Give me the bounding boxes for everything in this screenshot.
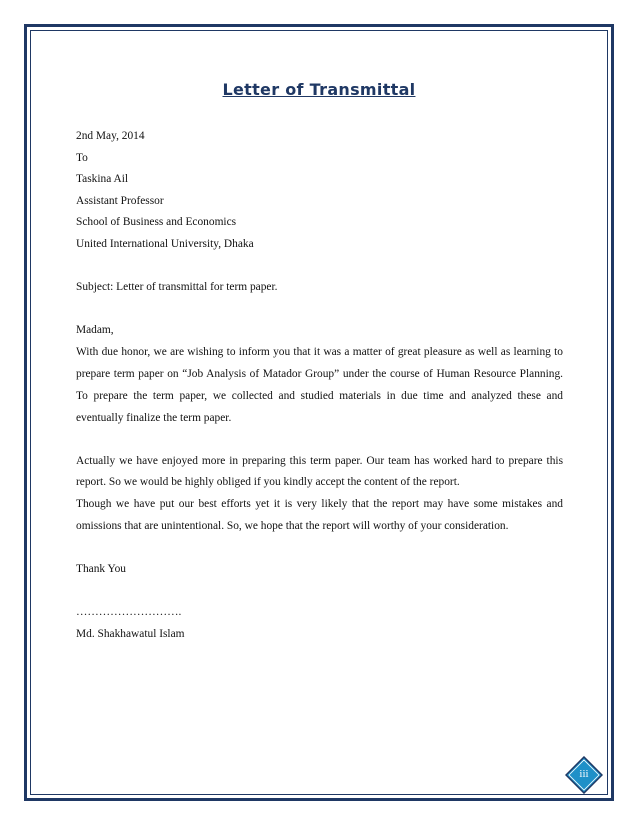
letter-title: Letter of Transmittal (222, 80, 416, 99)
recipient-designation: Assistant Professor (76, 194, 164, 207)
signature-line: ………………………. (76, 606, 182, 619)
paragraph-2-part-1: Actually we have enjoyed more in preparing this term paper. Our team has worked hard to prepare this report. So we would be highly obliged if you kindly accept the content of the report. (76, 454, 563, 489)
recipient-name: Taskina Ail (76, 173, 129, 186)
letter-closing: Thank You (76, 563, 126, 576)
paragraph-1: With due honor, we are wishing to inform you that it was a matter of great pleasure as well as learning to prepare term paper on “Job Analysis of Matador Group” under the course of Human Resource Planning. To prepare the term paper, we collected and studied materials in due time and analyzed these and eventually finalize the term paper. (76, 345, 563, 424)
recipient-school: School of Business and Economics (76, 216, 237, 229)
letter-to: To (76, 151, 88, 164)
signatory-name: Md. Shakhawatul Islam (76, 627, 185, 640)
paragraph-2-part-2: Though we have put our best efforts yet it is very likely that the report may have some mistakes and omissions that are unintentional. So, we hope that the report will worthy of your consideration. (76, 498, 563, 533)
letter-subject: Subject: Letter of transmittal for term paper. (76, 281, 278, 294)
page-number-badge (565, 756, 603, 794)
recipient-university: United International University, Dhaka (76, 237, 254, 250)
letter-body (76, 126, 563, 646)
page-number: iii (579, 768, 589, 780)
letter-salutation: Madam, (76, 324, 114, 337)
letter-date: 2nd May, 2014 (76, 130, 145, 142)
